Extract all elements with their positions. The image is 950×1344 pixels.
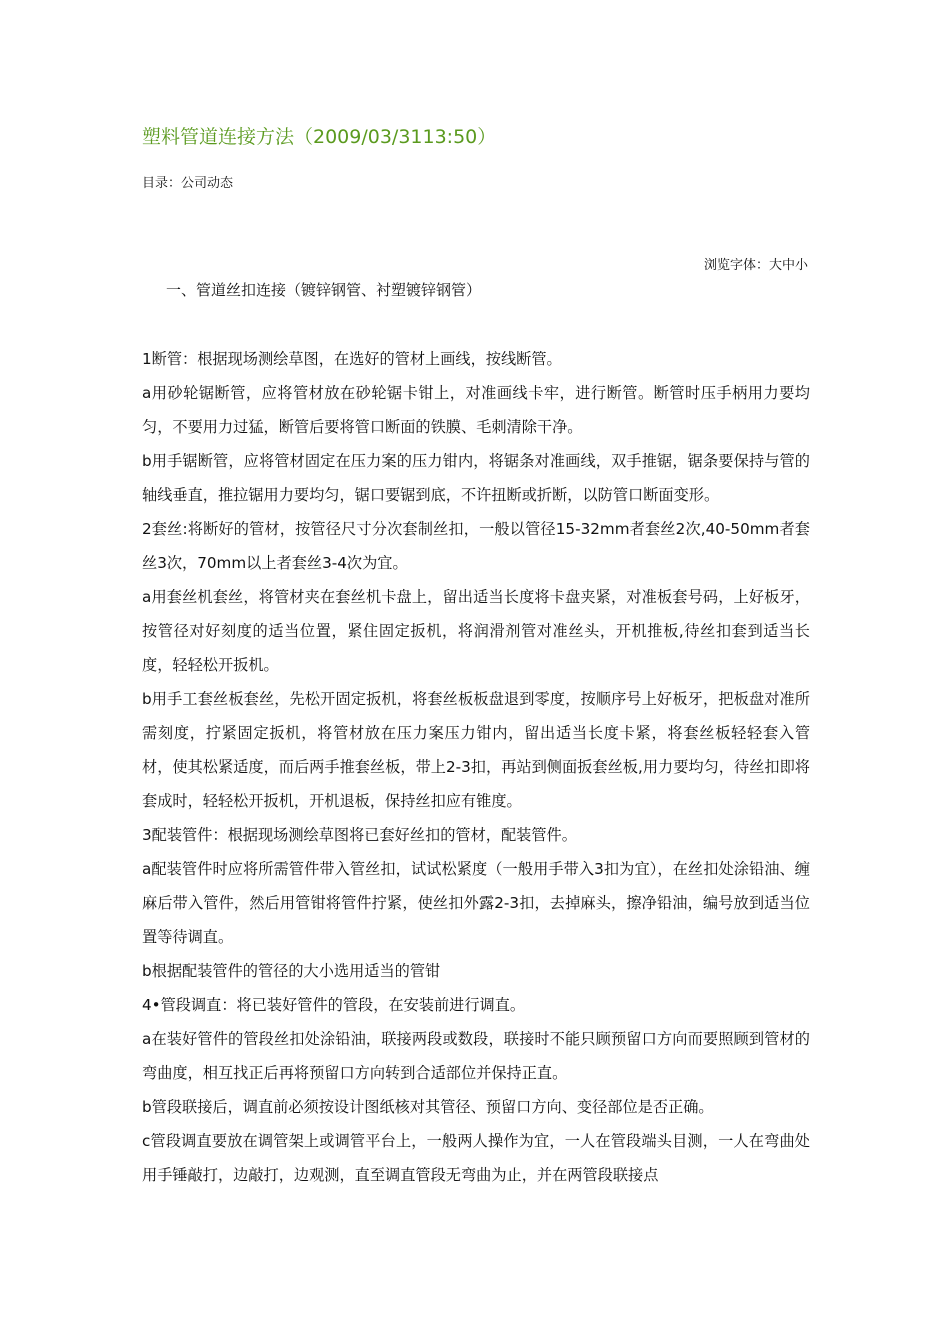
- article-title: 塑料管道连接方法（2009/03/3113:50）: [142, 126, 497, 148]
- paragraph: a用砂轮锯断管，应将管材放在砂轮锯卡钳上，对准画线卡牢，进行断管。断管时压手柄用力要均匀，不要用力过猛，断管后要将管口断面的铁膜、毛刺清除干净。: [142, 384, 810, 436]
- section-heading: 一、管道丝扣连接（镀锌钢管、衬塑镀锌钢管）: [166, 281, 482, 299]
- paragraph: b根据配装管件的管径的大小选用适当的管钳: [142, 962, 441, 980]
- font-size-selector[interactable]: 浏览字体：大中小: [703, 258, 808, 273]
- paragraph: 4•管段调直：将已装好管件的管段，在安装前进行调直。: [142, 996, 526, 1014]
- paragraph: a用套丝机套丝，将管材夹在套丝机卡盘上，留出适当长度将卡盘夹紧，对准板套号码，上好板牙，按管径对好刻度的适当位置，紧住固定扳机，将润滑剂管对准丝头，开机推板,待丝扣套到适当长度，轻轻松开扳机。: [142, 588, 810, 674]
- paragraph: b管段联接后，调直前必须按设计图纸核对其管径、预留口方向、变径部位是否正确。: [142, 1098, 714, 1116]
- paragraph: 3配装管件：根据现场测绘草图将已套好丝扣的管材，配装管件。: [142, 826, 577, 844]
- article-body: [142, 342, 810, 1192]
- paragraph: a配装管件时应将所需管件带入管丝扣，试试松紧度（一般用手带入3扣为宜），在丝扣处涂铅油、缠麻后带入管件，然后用管钳将管件拧紧，使丝扣外露2-3扣，去掉麻头，擦净铅油，编号放到适当位置等待调直。: [142, 860, 810, 946]
- paragraph: b用手工套丝板套丝，先松开固定扳机，将套丝板板盘退到零度，按顺序号上好板牙，把板盘对准所需刻度，拧紧固定扳机，将管材放在压力案压力钳内，留出适当长度卡紧，将套丝板轻轻套入管材，使其松紧适度，而后两手推套丝板，带上2-3扣，再站到侧面扳套丝板,用力要均匀，待丝扣即将套成时，轻轻松开扳机，开机退板，保持丝扣应有锥度。: [142, 690, 810, 810]
- paragraph: 1断管：根据现场测绘草图，在选好的管材上画线，按线断管。: [142, 350, 562, 368]
- article-category: 目录：公司动态: [142, 176, 234, 191]
- paragraph: b用手锯断管，应将管材固定在压力案的压力钳内，将锯条对准画线，双手推锯，锯条要保持与管的轴线垂直，推拉锯用力要均匀，锯口要锯到底，不许扭断或折断，以防管口断面变形。: [142, 452, 810, 504]
- paragraph: a在装好管件的管段丝扣处涂铅油，联接两段或数段，联接时不能只顾预留口方向而要照顾到管材的弯曲度，相互找正后再将预留口方向转到合适部位并保持正直。: [142, 1030, 810, 1082]
- paragraph: c管段调直要放在调管架上或调管平台上，一般两人操作为宜，一人在管段端头目测，一人在弯曲处用手锤敲打，边敲打，边观测，直至调直管段无弯曲为止，并在两管段联接点: [142, 1132, 810, 1184]
- paragraph: 2套丝:将断好的管材，按管径尺寸分次套制丝扣，一般以管径15-32mm者套丝2次,40-50mm者套丝3次，70mm以上者套丝3-4次为宜。: [142, 520, 810, 572]
